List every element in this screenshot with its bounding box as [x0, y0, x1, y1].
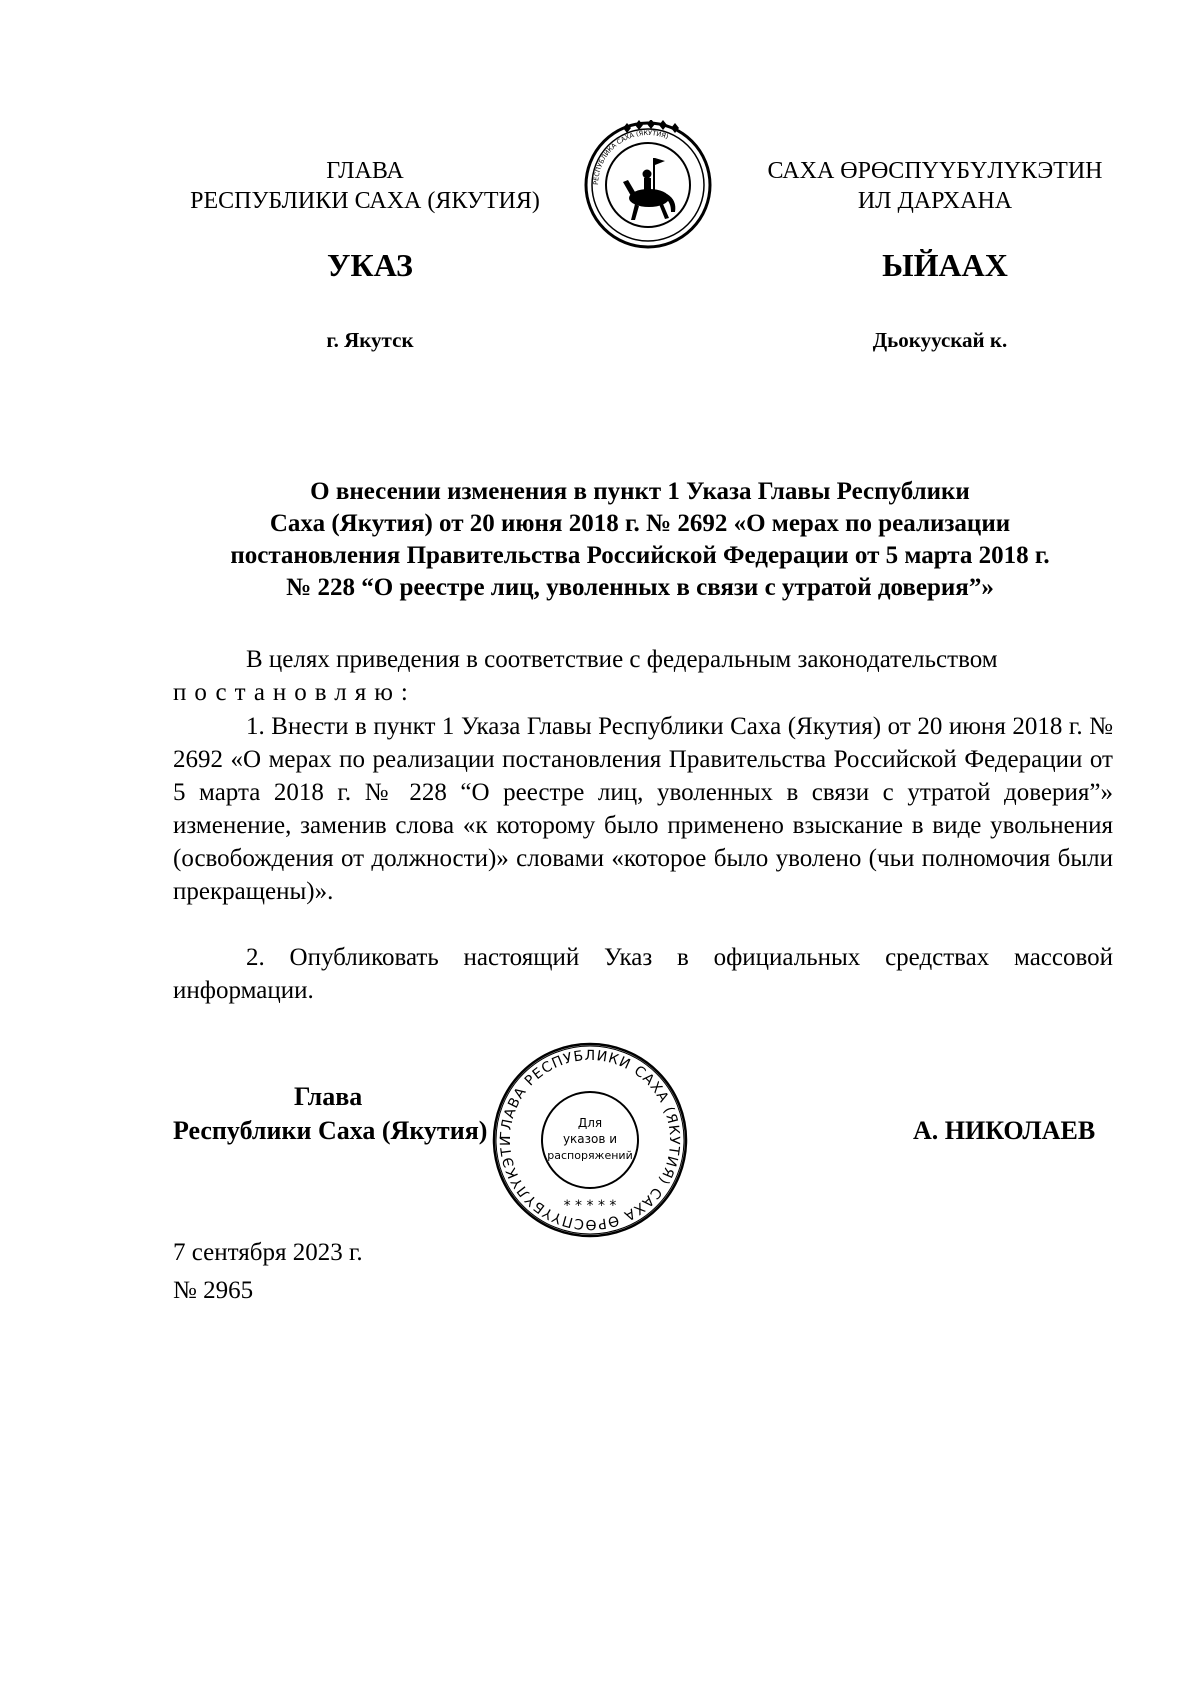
- postanovlyayu-text: постановляю:: [173, 679, 416, 706]
- signatory-name: А. НИКОЛАЕВ: [913, 1116, 1096, 1145]
- item-1-paragraph: 1. Внести в пункт 1 Указа Главы Республики Саха (Якутия) от 20 июня 2018 г. № 2692 «О мерах по реализации постановления Правительства Российской Федерации от 5 марта 2018 г. № 228 “О реестре лиц, уволенных в связи с утратой доверия”» изменение, заменив слова «к которому было применено взыскание в виде увольнения (освобождения от должности)» словами «которое было уволено (чьи полномочия были прекращены)».: [173, 713, 1113, 905]
- stamp-seal-icon: [490, 1040, 690, 1240]
- title-line-1: О внесении изменения в пункт 1 Указа Главы Республики: [310, 478, 970, 505]
- city-ru: г. Якутск: [326, 328, 414, 352]
- header-right-line1: САХА ӨРӨСПҮҮБҮЛҮКЭТИН: [767, 158, 1103, 184]
- stamp-center-line1: Для: [577, 1116, 603, 1130]
- stamp-center-line2: указов и: [562, 1132, 618, 1146]
- signature-title-line1: Глава: [294, 1082, 363, 1111]
- document-number: № 2965: [173, 1277, 254, 1304]
- stamp-ring-text: ГЛАВА РЕСПУБЛИКИ САХА (ЯКУТИЯ) САХА ӨРӨСПҮҮБҮЛҮКЭТИ: [497, 1047, 683, 1233]
- title-line-3: постановления Правительства Российской Федерации от 5 марта 2018 г.: [230, 542, 1050, 569]
- intro-paragraph: [173, 643, 1113, 709]
- coat-of-arms-emblem: [583, 120, 713, 250]
- svg-text:РЕСПУБЛИКА САХА (ЯКУТИЯ): [592, 129, 670, 185]
- title-line-2: Саха (Якутия) от 20 июня 2018 г. № 2692 «О мерах по реализации: [269, 510, 1011, 537]
- header-right: [735, 156, 1135, 216]
- title-line-4: № 228 “О реестре лиц, уволенных в связи с утратой доверия”»: [286, 574, 994, 601]
- decree-title-ru: УКАЗ: [327, 247, 413, 283]
- decree-title-sah: ЫЙААХ: [882, 247, 1008, 283]
- city-sah: Дьокуускай к.: [872, 328, 1008, 352]
- coat-of-arms-icon: [583, 120, 713, 250]
- stamp-stars: * * * * *: [563, 1198, 617, 1214]
- document-title: [160, 476, 1120, 604]
- signature-title-line2: Республики Саха (Якутия): [173, 1116, 488, 1145]
- official-stamp: [490, 1040, 690, 1240]
- emblem-ring-text: РЕСПУБЛИКА САХА (ЯКУТИЯ): [591, 128, 670, 186]
- intro-text: В целях приведения в соответствие с федеральным законодательством: [246, 646, 998, 673]
- header-left: [170, 156, 560, 216]
- header-left-line2: РЕСПУБЛИКИ САХА (ЯКУТИЯ): [190, 188, 540, 214]
- stamp-center-line3: распоряжений: [547, 1149, 633, 1162]
- header-right-line2: ИЛ ДАРХАНА: [857, 188, 1013, 214]
- document-date: 7 сентября 2023 г.: [173, 1239, 363, 1266]
- header-left-line1: ГЛАВА: [326, 158, 404, 184]
- item-2-paragraph: 2. Опубликовать настоящий Указ в официальных средствах массовой информации.: [173, 944, 1113, 1004]
